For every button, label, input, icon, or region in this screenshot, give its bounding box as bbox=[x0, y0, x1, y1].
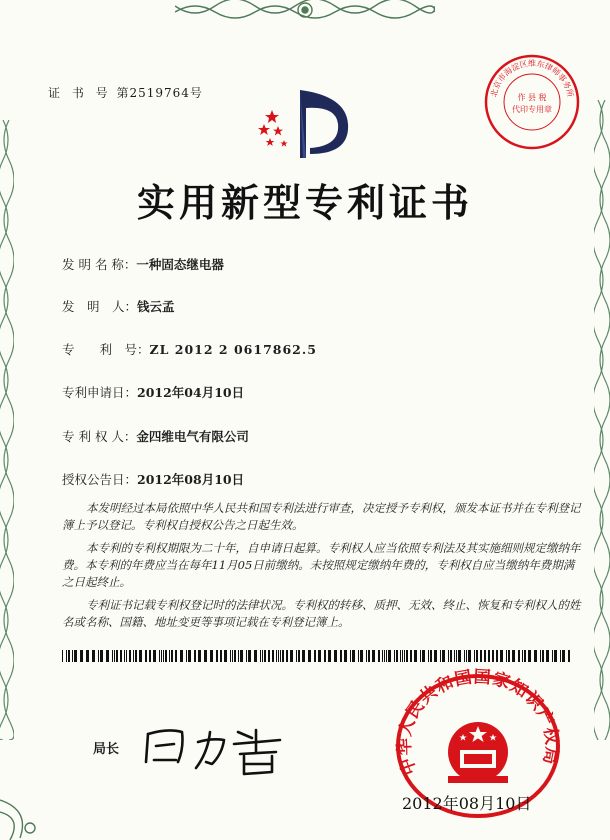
barcode-bar bbox=[106, 650, 109, 662]
field-label: 专 利 权 人： bbox=[62, 429, 137, 444]
barcode-bar bbox=[298, 650, 300, 662]
field-label: 专 利 号： bbox=[62, 342, 150, 357]
barcode-bar bbox=[186, 650, 187, 662]
barcode-bar bbox=[488, 650, 490, 662]
body-paragraph-3: 专利证书记载专利权登记时的法律状况。专利权的转移、质押、无效、终止、恢复和专利权人的姓名或名称、国籍、地址变更等事项记载在专利登记簿上。 bbox=[62, 598, 581, 629]
barcode-bar bbox=[254, 650, 257, 662]
field-label: 发 明 人： bbox=[62, 299, 138, 314]
barcode-bar bbox=[282, 650, 284, 662]
barcode-bar bbox=[422, 650, 425, 662]
barcode-bar bbox=[171, 650, 173, 662]
barcode-bar bbox=[378, 650, 380, 662]
field-inventor bbox=[62, 297, 175, 315]
barcode-bar bbox=[198, 650, 201, 662]
field-grant-date bbox=[62, 470, 244, 488]
barcode-bar bbox=[126, 650, 127, 662]
certificate-number bbox=[48, 84, 203, 101]
barcode-bar bbox=[542, 650, 544, 662]
national-emblem-icon bbox=[448, 722, 508, 783]
barcode-bar bbox=[238, 650, 239, 662]
barcode-bar bbox=[534, 650, 537, 662]
barcode-bar bbox=[72, 650, 73, 662]
field-value: 2012年04月10日 bbox=[137, 385, 245, 400]
barcode-bar bbox=[262, 650, 263, 662]
barcode-bar bbox=[466, 650, 467, 662]
barcode-bar bbox=[440, 650, 441, 662]
barcode-bar bbox=[428, 650, 429, 662]
barcode-bar bbox=[506, 650, 507, 662]
barcode-bar bbox=[268, 650, 270, 662]
barcode-bar bbox=[476, 650, 478, 662]
barcode-bar bbox=[260, 650, 261, 662]
barcode-bar bbox=[500, 650, 503, 662]
barcode-bar bbox=[234, 650, 236, 662]
barcode-bar bbox=[568, 650, 570, 662]
field-value: ZL 2012 2 0617862.5 bbox=[149, 342, 317, 357]
barcode-bar bbox=[161, 650, 162, 662]
field-patentee bbox=[62, 427, 249, 445]
barcode-bar bbox=[540, 650, 541, 662]
barcode-bar bbox=[112, 650, 113, 662]
ornamental-border-top bbox=[175, 0, 435, 22]
barcode-bar bbox=[290, 650, 293, 662]
barcode-bar bbox=[410, 650, 412, 662]
barcode-bar bbox=[372, 650, 375, 662]
barcode-bar bbox=[350, 650, 351, 662]
barcode-bar bbox=[386, 650, 387, 662]
barcode-bar bbox=[314, 650, 316, 662]
barcode-bar bbox=[175, 650, 177, 662]
barcode-bar bbox=[456, 650, 457, 662]
barcode-bar bbox=[280, 650, 281, 662]
barcode-bar bbox=[352, 650, 355, 662]
barcode-bar bbox=[406, 650, 408, 662]
barcode-bar bbox=[474, 650, 475, 662]
barcode-bar bbox=[480, 650, 482, 662]
barcode-bar bbox=[169, 650, 170, 662]
barcode-bar bbox=[296, 650, 297, 662]
certificate-body bbox=[62, 500, 582, 637]
ornamental-border-bottom-left bbox=[0, 790, 70, 840]
barcode-bar bbox=[434, 650, 437, 662]
barcode-bar bbox=[524, 650, 526, 662]
barcode-bar bbox=[272, 650, 274, 662]
barcode-bar bbox=[402, 650, 403, 662]
barcode-bar bbox=[68, 650, 70, 662]
barcode-bar bbox=[430, 650, 432, 662]
barcode-bar bbox=[133, 650, 134, 662]
field-patent-number bbox=[62, 340, 317, 358]
barcode-bar bbox=[382, 650, 383, 662]
patent-office-emblem-icon bbox=[258, 88, 358, 160]
seal-date: 2012年08月10日 bbox=[402, 794, 532, 813]
barcode-bar bbox=[165, 650, 167, 662]
barcode-bar bbox=[86, 650, 89, 662]
barcode-bar bbox=[518, 650, 520, 662]
barcode-bar bbox=[344, 650, 347, 662]
field-invention-name bbox=[62, 255, 224, 273]
barcode-bar bbox=[264, 650, 266, 662]
barcode-bar bbox=[400, 650, 401, 662]
barcode-bar bbox=[484, 650, 486, 662]
body-paragraph-1: 本发明经过本局依照中华人民共和国专利法进行审查，决定授予专利权，颁发本证书并在专利登记簿上予以登记。专利权自授权公告之日起生效。 bbox=[62, 501, 581, 532]
seal-ring-text: 中华人民共和国国家知识产权局 bbox=[394, 668, 562, 778]
barcode-bar bbox=[328, 650, 331, 662]
barcode bbox=[62, 650, 572, 662]
barcode-bar bbox=[464, 650, 465, 662]
director-signature bbox=[142, 718, 292, 778]
barcode-bar bbox=[180, 650, 183, 662]
barcode-bar bbox=[496, 650, 498, 662]
barcode-bar bbox=[458, 650, 461, 662]
barcode-bar bbox=[246, 650, 247, 662]
barcode-bar bbox=[286, 650, 288, 662]
barcode-bar bbox=[149, 650, 151, 662]
barcode-bar bbox=[468, 650, 471, 662]
barcode-bar bbox=[114, 650, 115, 662]
barcode-bar bbox=[324, 650, 326, 662]
barcode-bar bbox=[135, 650, 137, 662]
field-application-date bbox=[62, 383, 244, 401]
barcode-bar bbox=[159, 650, 160, 662]
barcode-bar bbox=[100, 650, 103, 662]
barcode-bar bbox=[145, 650, 147, 662]
barcode-bar bbox=[66, 650, 67, 662]
barcode-bar bbox=[508, 650, 510, 662]
barcode-bar bbox=[360, 650, 363, 662]
stamp-line-2: 代印专用章 bbox=[512, 105, 552, 114]
barcode-bar bbox=[120, 650, 122, 662]
barcode-bar bbox=[124, 650, 125, 662]
barcode-bar bbox=[420, 650, 421, 662]
field-label: 发 明 名 称： bbox=[62, 257, 137, 272]
certificate-title: 实用新型专利证书 bbox=[136, 180, 473, 225]
barcode-bar bbox=[448, 650, 449, 662]
barcode-bar bbox=[414, 650, 417, 662]
barcode-bar bbox=[552, 650, 553, 662]
barcode-bar bbox=[308, 650, 311, 662]
field-label: 授权公告日： bbox=[62, 472, 138, 487]
barcode-bar bbox=[194, 650, 196, 662]
barcode-bar bbox=[512, 650, 515, 662]
barcode-bar bbox=[153, 650, 156, 662]
barcode-bar bbox=[129, 650, 131, 662]
barcode-bar bbox=[224, 650, 227, 662]
field-label: 专利申请日： bbox=[62, 385, 138, 400]
barcode-bar bbox=[163, 650, 164, 662]
barcode-bar bbox=[188, 650, 191, 662]
barcode-bar bbox=[278, 650, 279, 662]
barcode-bar bbox=[334, 650, 337, 662]
director-label: 局长 bbox=[93, 742, 120, 757]
barcode-bar bbox=[368, 650, 370, 662]
barcode-bar bbox=[92, 650, 95, 662]
field-value: 金四维电气有限公司 bbox=[136, 429, 249, 444]
barcode-bar bbox=[394, 650, 395, 662]
barcode-bar bbox=[230, 650, 231, 662]
barcode-bar bbox=[492, 650, 494, 662]
barcode-bar bbox=[528, 650, 531, 662]
barcode-bar bbox=[442, 650, 445, 662]
barcode-bar bbox=[454, 650, 455, 662]
barcode-bar bbox=[139, 650, 142, 662]
law-firm-stamp bbox=[482, 52, 582, 152]
barcode-bar bbox=[450, 650, 452, 662]
barcode-bar bbox=[62, 650, 63, 662]
certificate-number-label: 证 书 号 bbox=[48, 86, 112, 100]
barcode-bar bbox=[210, 650, 213, 662]
barcode-bar bbox=[562, 650, 565, 662]
field-value: 一种固态继电器 bbox=[136, 257, 224, 272]
body-paragraph-2: 本专利的专利权期限为二十年，自申请日起算。专利权人应当依照专利法及其实施细则规定缴纳年费。本专利的年费应当在每年11月05日前缴纳。未按照规定缴纳年费的，专利权自应当缴纳年费期满之日起终止。 bbox=[62, 541, 581, 589]
barcode-bar bbox=[384, 650, 385, 662]
barcode-bar bbox=[546, 650, 549, 662]
barcode-bar bbox=[522, 650, 523, 662]
field-value: 钱云孟 bbox=[137, 299, 175, 314]
barcode-bar bbox=[396, 650, 398, 662]
barcode-bar bbox=[80, 650, 83, 662]
barcode-bar bbox=[302, 650, 305, 662]
field-value: 2012年08月10日 bbox=[137, 472, 245, 487]
barcode-bar bbox=[220, 650, 222, 662]
barcode-bar bbox=[404, 650, 405, 662]
barcode-bar bbox=[276, 650, 277, 662]
barcode-bar bbox=[358, 650, 359, 662]
barcode-bar bbox=[560, 650, 561, 662]
barcode-bar bbox=[340, 650, 342, 662]
barcode-bar bbox=[240, 650, 243, 662]
barcode-bar bbox=[318, 650, 321, 662]
barcode-bar bbox=[388, 650, 391, 662]
barcode-bar bbox=[98, 650, 99, 662]
certificate-number-value: 第2519764号 bbox=[116, 86, 203, 100]
barcode-bar bbox=[248, 650, 251, 662]
barcode-bar bbox=[74, 650, 77, 662]
stamp-line-1: 作 县 税 bbox=[517, 93, 547, 102]
barcode-bar bbox=[204, 650, 207, 662]
barcode-bar bbox=[554, 650, 557, 662]
barcode-bar bbox=[366, 650, 367, 662]
barcode-bar bbox=[216, 650, 218, 662]
stamp-ring-text: 北京市海淀区维东律师事务所 bbox=[489, 58, 575, 99]
barcode-bar bbox=[116, 650, 118, 662]
barcode-bar bbox=[232, 650, 233, 662]
